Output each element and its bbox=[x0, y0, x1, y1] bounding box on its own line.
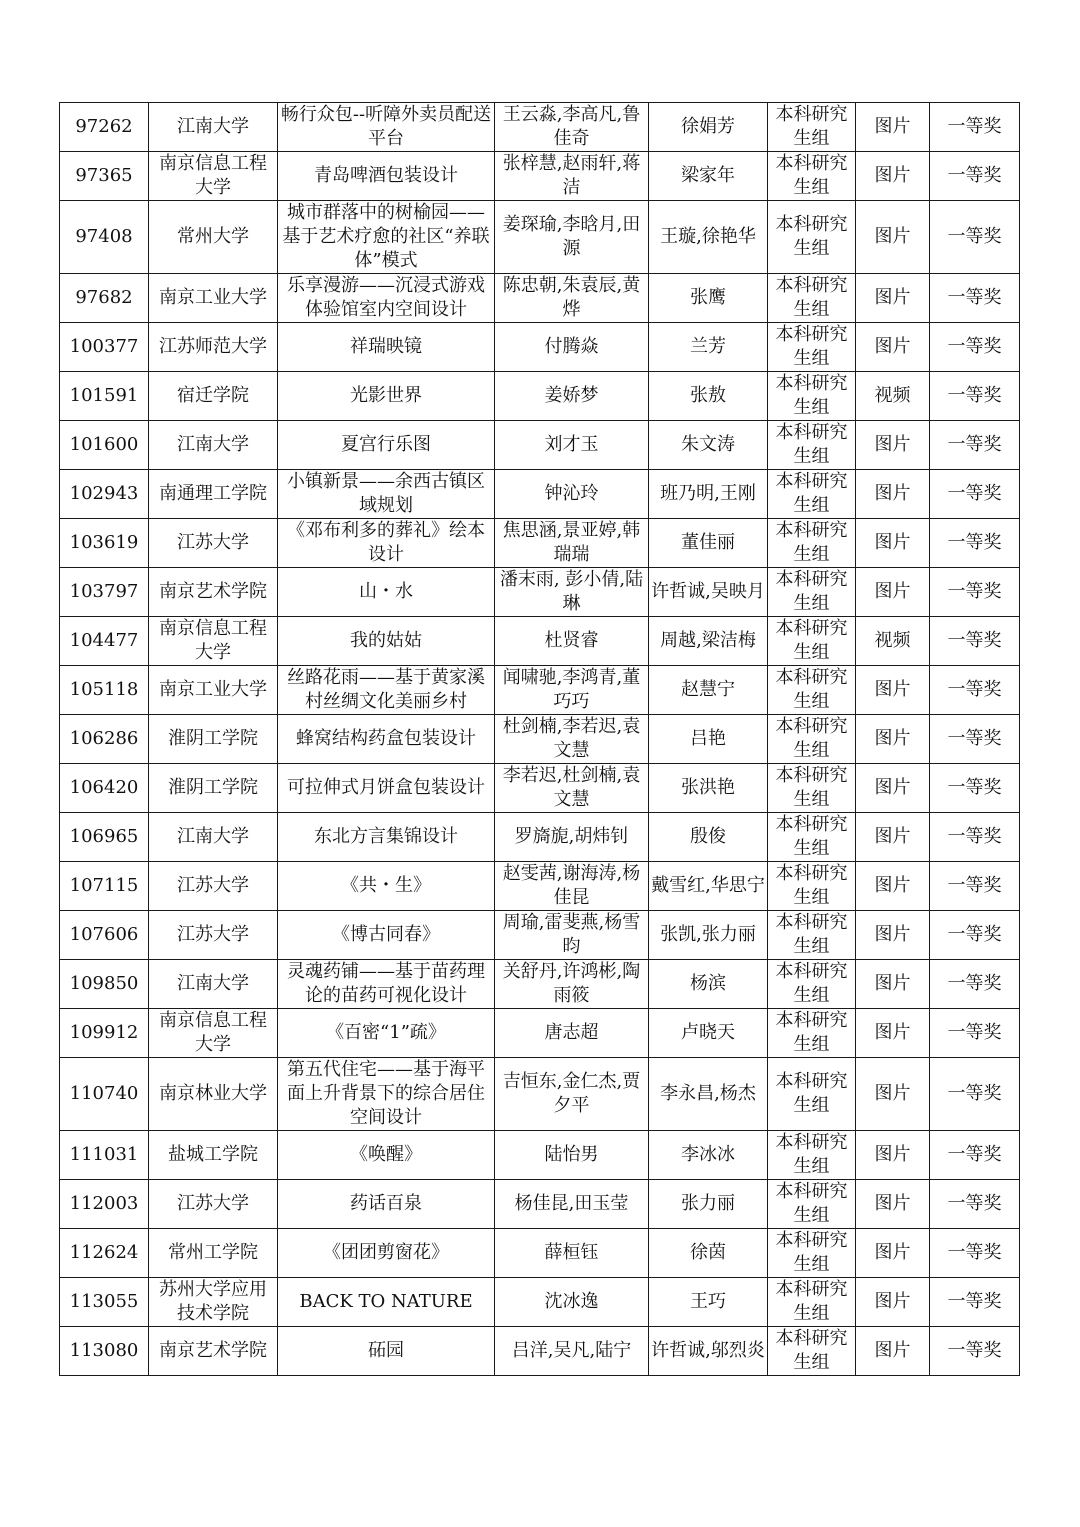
work-title-cell: 灵魂药铺——基于苗药理论的苗药可视化设计 bbox=[278, 960, 495, 1009]
table-row bbox=[60, 911, 1020, 960]
work-type-cell: 图片 bbox=[856, 813, 930, 862]
authors-cell: 焦思涵,景亚婷,韩瑞瑞 bbox=[495, 519, 649, 568]
group-cell: 本科研究生组 bbox=[768, 764, 856, 813]
table-row bbox=[60, 103, 1020, 152]
award-cell: 一等奖 bbox=[930, 1278, 1020, 1327]
advisor-cell: 张洪艳 bbox=[649, 764, 768, 813]
advisor-cell: 张敖 bbox=[649, 372, 768, 421]
school-cell: 江南大学 bbox=[149, 813, 278, 862]
table-row bbox=[60, 1058, 1020, 1131]
work-title-cell: 夏宫行乐图 bbox=[278, 421, 495, 470]
school-cell: 南通理工学院 bbox=[149, 470, 278, 519]
work-type-cell: 视频 bbox=[856, 372, 930, 421]
group-cell: 本科研究生组 bbox=[768, 519, 856, 568]
group-cell: 本科研究生组 bbox=[768, 911, 856, 960]
award-cell: 一等奖 bbox=[930, 1229, 1020, 1278]
entry-id-cell: 97262 bbox=[60, 103, 149, 152]
work-title-cell: 第五代住宅——基于海平面上升背景下的综合居住空间设计 bbox=[278, 1058, 495, 1131]
school-cell: 南京工业大学 bbox=[149, 666, 278, 715]
entry-id-cell: 112624 bbox=[60, 1229, 149, 1278]
work-title-cell: 蜂窝结构药盒包装设计 bbox=[278, 715, 495, 764]
authors-cell: 唐志超 bbox=[495, 1009, 649, 1058]
work-type-cell: 图片 bbox=[856, 1278, 930, 1327]
work-type-cell: 图片 bbox=[856, 1009, 930, 1058]
work-title-cell: 《博古同春》 bbox=[278, 911, 495, 960]
advisor-cell: 王璇,徐艳华 bbox=[649, 201, 768, 274]
award-cell: 一等奖 bbox=[930, 568, 1020, 617]
work-title-cell: 青岛啤酒包装设计 bbox=[278, 152, 495, 201]
work-title-cell: 《百密“1”疏》 bbox=[278, 1009, 495, 1058]
work-title-cell: 《邓布利多的葬礼》绘本设计 bbox=[278, 519, 495, 568]
award-cell: 一等奖 bbox=[930, 813, 1020, 862]
advisor-cell: 杨滨 bbox=[649, 960, 768, 1009]
authors-cell: 吉恒东,金仁杰,贾夕平 bbox=[495, 1058, 649, 1131]
school-cell: 江苏大学 bbox=[149, 862, 278, 911]
entry-id-cell: 103797 bbox=[60, 568, 149, 617]
entry-id-cell: 101591 bbox=[60, 372, 149, 421]
entry-id-cell: 107115 bbox=[60, 862, 149, 911]
school-cell: 南京信息工程大学 bbox=[149, 152, 278, 201]
table-row bbox=[60, 1131, 1020, 1180]
award-cell: 一等奖 bbox=[930, 152, 1020, 201]
award-cell: 一等奖 bbox=[930, 470, 1020, 519]
table-row bbox=[60, 152, 1020, 201]
school-cell: 江南大学 bbox=[149, 103, 278, 152]
award-cell: 一等奖 bbox=[930, 911, 1020, 960]
authors-cell: 罗旖旎,胡炜钊 bbox=[495, 813, 649, 862]
authors-cell: 吕洋,吴凡,陆宁 bbox=[495, 1327, 649, 1376]
work-type-cell: 图片 bbox=[856, 960, 930, 1009]
table-row bbox=[60, 1180, 1020, 1229]
authors-cell: 陈忠朝,朱袁辰,黄烨 bbox=[495, 274, 649, 323]
advisor-cell: 卢晓天 bbox=[649, 1009, 768, 1058]
advisor-cell: 殷俊 bbox=[649, 813, 768, 862]
school-cell: 南京艺术学院 bbox=[149, 568, 278, 617]
group-cell: 本科研究生组 bbox=[768, 1180, 856, 1229]
award-cell: 一等奖 bbox=[930, 323, 1020, 372]
work-type-cell: 图片 bbox=[856, 862, 930, 911]
table-row bbox=[60, 201, 1020, 274]
entry-id-cell: 106286 bbox=[60, 715, 149, 764]
group-cell: 本科研究生组 bbox=[768, 568, 856, 617]
group-cell: 本科研究生组 bbox=[768, 103, 856, 152]
school-cell: 江苏大学 bbox=[149, 519, 278, 568]
advisor-cell: 赵慧宁 bbox=[649, 666, 768, 715]
authors-cell: 薛桓钰 bbox=[495, 1229, 649, 1278]
entry-id-cell: 97682 bbox=[60, 274, 149, 323]
advisor-cell: 兰芳 bbox=[649, 323, 768, 372]
group-cell: 本科研究生组 bbox=[768, 201, 856, 274]
award-table-body bbox=[60, 103, 1020, 1376]
award-cell: 一等奖 bbox=[930, 103, 1020, 152]
award-cell: 一等奖 bbox=[930, 519, 1020, 568]
entry-id-cell: 103619 bbox=[60, 519, 149, 568]
group-cell: 本科研究生组 bbox=[768, 1229, 856, 1278]
award-cell: 一等奖 bbox=[930, 1180, 1020, 1229]
entry-id-cell: 109912 bbox=[60, 1009, 149, 1058]
authors-cell: 沈冰逸 bbox=[495, 1278, 649, 1327]
work-type-cell: 图片 bbox=[856, 1058, 930, 1131]
school-cell: 南京信息工程大学 bbox=[149, 1009, 278, 1058]
work-title-cell: 我的姑姑 bbox=[278, 617, 495, 666]
entry-id-cell: 113055 bbox=[60, 1278, 149, 1327]
group-cell: 本科研究生组 bbox=[768, 323, 856, 372]
advisor-cell: 吕艳 bbox=[649, 715, 768, 764]
advisor-cell: 周越,梁洁梅 bbox=[649, 617, 768, 666]
group-cell: 本科研究生组 bbox=[768, 372, 856, 421]
advisor-cell: 戴雪红,华思宁 bbox=[649, 862, 768, 911]
work-title-cell: 《团团剪窗花》 bbox=[278, 1229, 495, 1278]
authors-cell: 付腾焱 bbox=[495, 323, 649, 372]
advisor-cell: 王巧 bbox=[649, 1278, 768, 1327]
authors-cell: 赵雯茜,谢海涛,杨佳昆 bbox=[495, 862, 649, 911]
work-type-cell: 图片 bbox=[856, 764, 930, 813]
advisor-cell: 董佳丽 bbox=[649, 519, 768, 568]
school-cell: 南京林业大学 bbox=[149, 1058, 278, 1131]
table-row bbox=[60, 960, 1020, 1009]
entry-id-cell: 97365 bbox=[60, 152, 149, 201]
work-title-cell: 小镇新景——余西古镇区域规划 bbox=[278, 470, 495, 519]
authors-cell: 钟沁玲 bbox=[495, 470, 649, 519]
work-type-cell: 图片 bbox=[856, 666, 930, 715]
table-row bbox=[60, 1278, 1020, 1327]
award-cell: 一等奖 bbox=[930, 372, 1020, 421]
table-row bbox=[60, 666, 1020, 715]
group-cell: 本科研究生组 bbox=[768, 470, 856, 519]
entry-id-cell: 106420 bbox=[60, 764, 149, 813]
work-title-cell: 光影世界 bbox=[278, 372, 495, 421]
work-type-cell: 图片 bbox=[856, 1180, 930, 1229]
entry-id-cell: 102943 bbox=[60, 470, 149, 519]
work-type-cell: 图片 bbox=[856, 152, 930, 201]
work-title-cell: 砳园 bbox=[278, 1327, 495, 1376]
advisor-cell: 梁家年 bbox=[649, 152, 768, 201]
award-cell: 一等奖 bbox=[930, 862, 1020, 911]
authors-cell: 李若迟,杜剑楠,袁文慧 bbox=[495, 764, 649, 813]
group-cell: 本科研究生组 bbox=[768, 813, 856, 862]
advisor-cell: 班乃明,王刚 bbox=[649, 470, 768, 519]
table-row bbox=[60, 519, 1020, 568]
advisor-cell: 张鹰 bbox=[649, 274, 768, 323]
award-cell: 一等奖 bbox=[930, 201, 1020, 274]
school-cell: 常州大学 bbox=[149, 201, 278, 274]
group-cell: 本科研究生组 bbox=[768, 274, 856, 323]
table-row bbox=[60, 1009, 1020, 1058]
table-row bbox=[60, 813, 1020, 862]
group-cell: 本科研究生组 bbox=[768, 421, 856, 470]
work-type-cell: 图片 bbox=[856, 103, 930, 152]
authors-cell: 关舒丹,许鸿彬,陶雨筱 bbox=[495, 960, 649, 1009]
work-title-cell: 城市群落中的树榆园——基于艺术疗愈的社区“养联体”模式 bbox=[278, 201, 495, 274]
work-type-cell: 图片 bbox=[856, 201, 930, 274]
advisor-cell: 李永昌,杨杰 bbox=[649, 1058, 768, 1131]
entry-id-cell: 113080 bbox=[60, 1327, 149, 1376]
work-title-cell: 山・水 bbox=[278, 568, 495, 617]
authors-cell: 闻啸驰,李鸿青,董巧巧 bbox=[495, 666, 649, 715]
work-title-cell: 东北方言集锦设计 bbox=[278, 813, 495, 862]
school-cell: 江苏师范大学 bbox=[149, 323, 278, 372]
table-row bbox=[60, 323, 1020, 372]
table-row bbox=[60, 421, 1020, 470]
group-cell: 本科研究生组 bbox=[768, 666, 856, 715]
work-title-cell: 《共・生》 bbox=[278, 862, 495, 911]
group-cell: 本科研究生组 bbox=[768, 1009, 856, 1058]
authors-cell: 杜贤睿 bbox=[495, 617, 649, 666]
entry-id-cell: 111031 bbox=[60, 1131, 149, 1180]
group-cell: 本科研究生组 bbox=[768, 1278, 856, 1327]
authors-cell: 刘才玉 bbox=[495, 421, 649, 470]
school-cell: 淮阴工学院 bbox=[149, 715, 278, 764]
authors-cell: 王云淼,李高凡,鲁佳奇 bbox=[495, 103, 649, 152]
entry-id-cell: 105118 bbox=[60, 666, 149, 715]
entry-id-cell: 107606 bbox=[60, 911, 149, 960]
school-cell: 淮阴工学院 bbox=[149, 764, 278, 813]
school-cell: 南京信息工程大学 bbox=[149, 617, 278, 666]
work-type-cell: 图片 bbox=[856, 1229, 930, 1278]
award-cell: 一等奖 bbox=[930, 1327, 1020, 1376]
work-title-cell: 可拉伸式月饼盒包装设计 bbox=[278, 764, 495, 813]
table-row bbox=[60, 568, 1020, 617]
authors-cell: 张梓慧,赵雨轩,蒋洁 bbox=[495, 152, 649, 201]
school-cell: 南京艺术学院 bbox=[149, 1327, 278, 1376]
school-cell: 宿迁学院 bbox=[149, 372, 278, 421]
table-row bbox=[60, 617, 1020, 666]
entry-id-cell: 104477 bbox=[60, 617, 149, 666]
table-row bbox=[60, 764, 1020, 813]
entry-id-cell: 112003 bbox=[60, 1180, 149, 1229]
school-cell: 江苏大学 bbox=[149, 1180, 278, 1229]
group-cell: 本科研究生组 bbox=[768, 1327, 856, 1376]
authors-cell: 姜娇梦 bbox=[495, 372, 649, 421]
group-cell: 本科研究生组 bbox=[768, 152, 856, 201]
entry-id-cell: 100377 bbox=[60, 323, 149, 372]
work-title-cell: 乐享漫游——沉浸式游戏体验馆室内空间设计 bbox=[278, 274, 495, 323]
work-type-cell: 图片 bbox=[856, 1327, 930, 1376]
authors-cell: 姜琛瑜,李晗月,田源 bbox=[495, 201, 649, 274]
award-table bbox=[59, 102, 1020, 1376]
group-cell: 本科研究生组 bbox=[768, 862, 856, 911]
advisor-cell: 朱文涛 bbox=[649, 421, 768, 470]
group-cell: 本科研究生组 bbox=[768, 960, 856, 1009]
advisor-cell: 张凯,张力丽 bbox=[649, 911, 768, 960]
award-cell: 一等奖 bbox=[930, 960, 1020, 1009]
entry-id-cell: 109850 bbox=[60, 960, 149, 1009]
entry-id-cell: 106965 bbox=[60, 813, 149, 862]
work-type-cell: 视频 bbox=[856, 617, 930, 666]
authors-cell: 周瑜,雷斐燕,杨雪昀 bbox=[495, 911, 649, 960]
work-type-cell: 图片 bbox=[856, 1131, 930, 1180]
entry-id-cell: 97408 bbox=[60, 201, 149, 274]
award-cell: 一等奖 bbox=[930, 1058, 1020, 1131]
group-cell: 本科研究生组 bbox=[768, 715, 856, 764]
authors-cell: 陆怡男 bbox=[495, 1131, 649, 1180]
work-type-cell: 图片 bbox=[856, 323, 930, 372]
table-row bbox=[60, 1229, 1020, 1278]
award-cell: 一等奖 bbox=[930, 1009, 1020, 1058]
table-row bbox=[60, 715, 1020, 764]
entry-id-cell: 110740 bbox=[60, 1058, 149, 1131]
group-cell: 本科研究生组 bbox=[768, 1058, 856, 1131]
school-cell: 盐城工学院 bbox=[149, 1131, 278, 1180]
school-cell: 南京工业大学 bbox=[149, 274, 278, 323]
authors-cell: 杨佳昆,田玉莹 bbox=[495, 1180, 649, 1229]
table-row bbox=[60, 470, 1020, 519]
school-cell: 苏州大学应用技术学院 bbox=[149, 1278, 278, 1327]
school-cell: 江苏大学 bbox=[149, 911, 278, 960]
advisor-cell: 许哲诚,邬烈炎 bbox=[649, 1327, 768, 1376]
advisor-cell: 许哲诚,吴映月 bbox=[649, 568, 768, 617]
work-title-cell: 畅行众包--听障外卖员配送平台 bbox=[278, 103, 495, 152]
work-type-cell: 图片 bbox=[856, 421, 930, 470]
advisor-cell: 张力丽 bbox=[649, 1180, 768, 1229]
advisor-cell: 李冰冰 bbox=[649, 1131, 768, 1180]
award-cell: 一等奖 bbox=[930, 764, 1020, 813]
award-cell: 一等奖 bbox=[930, 1131, 1020, 1180]
school-cell: 江南大学 bbox=[149, 960, 278, 1009]
award-cell: 一等奖 bbox=[930, 617, 1020, 666]
work-type-cell: 图片 bbox=[856, 568, 930, 617]
work-title-cell: 药话百泉 bbox=[278, 1180, 495, 1229]
work-type-cell: 图片 bbox=[856, 470, 930, 519]
award-cell: 一等奖 bbox=[930, 666, 1020, 715]
work-type-cell: 图片 bbox=[856, 274, 930, 323]
school-cell: 常州工学院 bbox=[149, 1229, 278, 1278]
group-cell: 本科研究生组 bbox=[768, 617, 856, 666]
table-row bbox=[60, 862, 1020, 911]
work-title-cell: 《唤醒》 bbox=[278, 1131, 495, 1180]
authors-cell: 潘末雨, 彭小倩,陆琳 bbox=[495, 568, 649, 617]
work-title-cell: BACK TO NATURE bbox=[278, 1278, 495, 1327]
work-type-cell: 图片 bbox=[856, 715, 930, 764]
advisor-cell: 徐茵 bbox=[649, 1229, 768, 1278]
entry-id-cell: 101600 bbox=[60, 421, 149, 470]
table-row bbox=[60, 274, 1020, 323]
work-title-cell: 丝路花雨——基于黄家溪村丝绸文化美丽乡村 bbox=[278, 666, 495, 715]
award-cell: 一等奖 bbox=[930, 715, 1020, 764]
table-row bbox=[60, 1327, 1020, 1376]
school-cell: 江南大学 bbox=[149, 421, 278, 470]
work-title-cell: 祥瑞映镜 bbox=[278, 323, 495, 372]
table-row bbox=[60, 372, 1020, 421]
group-cell: 本科研究生组 bbox=[768, 1131, 856, 1180]
award-cell: 一等奖 bbox=[930, 274, 1020, 323]
advisor-cell: 徐娟芳 bbox=[649, 103, 768, 152]
award-cell: 一等奖 bbox=[930, 421, 1020, 470]
work-type-cell: 图片 bbox=[856, 519, 930, 568]
authors-cell: 杜剑楠,李若迟,袁文慧 bbox=[495, 715, 649, 764]
work-type-cell: 图片 bbox=[856, 911, 930, 960]
